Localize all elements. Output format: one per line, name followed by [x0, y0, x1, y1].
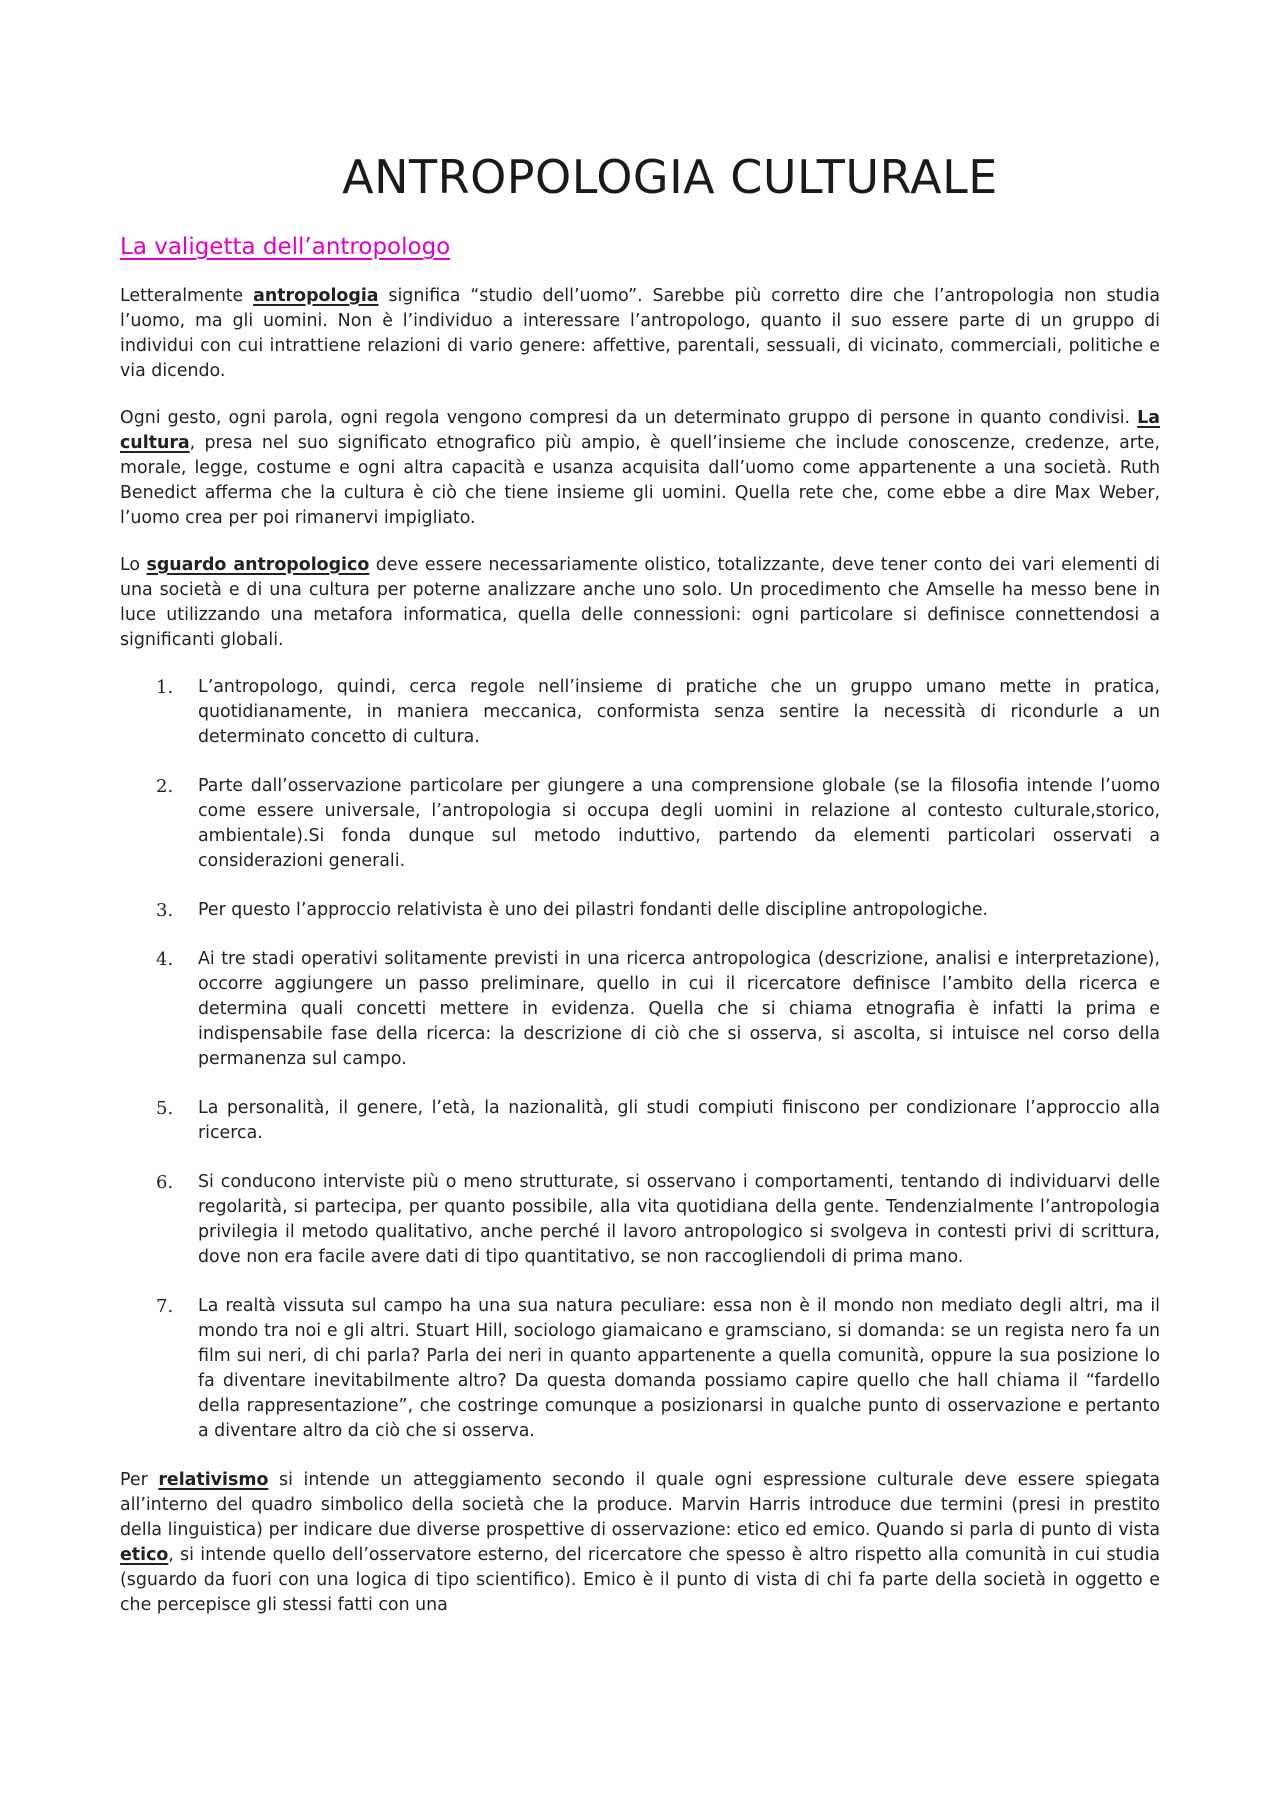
paragraph-cultura: Ogni gesto, ogni parola, ogni regola vengono compresi da un determinato gruppo di persone in quanto condivisi. La cultura, presa nel suo significato etnografico più ampio, è quell’insieme che include conoscenze, credenze, arte, morale, legge, costume e ogni altra capacità e usanza acquisita dall’uomo come appartenente a una società. Ruth Benedict afferma che la cultura è ciò che tiene insieme gli uomini. Quella rete che, come ebbe a dire Max Weber, l’uomo crea per poi rimanervi impigliato. [120, 408, 1160, 528]
section-title: La valigetta dell’antropologo [120, 234, 451, 260]
list-number: 1. [156, 677, 174, 698]
list-number: 2. [156, 776, 174, 797]
document-body [120, 284, 1160, 1640]
list-item-text: Si conducono interviste più o meno strutturate, si osservano i comportamenti, tentando di individuarvi delle regolarità, si partecipa, per quanto possibile, alla vita quotidiana della gente. Tendenzialmente l’antropologia privilegia il metodo qualitativo, anche perché il lavoro antropologico si svolgeva in contesti privi di scrittura, dove non era facile avere dati di tipo quantitativo, se non raccogliendoli di prima mano. [198, 1172, 1160, 1267]
keyword-sguardo-antropologico: sguardo antropologico [146, 555, 370, 575]
page-title: ANTROPOLOGIA CULTURALE [342, 150, 998, 204]
list-item-text: Ai tre stadi operativi solitamente previsti in una ricerca antropologica (descrizione, analisi e interpretazione), occorre aggiungere un passo preliminare, quello in cui il ricercatore definisce l’ambito della ricerca e determina quali concetti mettere in evidenza. Quella che si chiama etnografia è infatti la prima e indispensabile fase della ricerca: la descrizione di ciò che si osserva, si ascolta, si intuisce nel corso della permanenza sul campo. [198, 949, 1160, 1069]
list-item-text: Parte dall’osservazione particolare per giungere a una comprensione globale (se la filosofia intende l’uomo come essere universale, l’antropologia si occupa degli uomini in relazione al contesto culturale,storico, ambientale).Si fonda dunque sul metodo induttivo, partendo da elementi particolari osservati a considerazioni generali. [198, 776, 1160, 871]
keyword-antropologia: antropologia [253, 286, 379, 306]
list-item-text: Per questo l’approccio relativista è uno dei pilastri fondanti delle discipline antropologiche. [198, 900, 989, 920]
list-number: 7. [156, 1296, 174, 1317]
list-item-text: La realtà vissuta sul campo ha una sua natura peculiare: essa non è il mondo non mediato degli altri, ma il mondo tra noi e gli altri. Stuart Hill, sociologo giamaicano e gramsciano, si domanda: se un regista nero fa un film sui neri, di chi parla? Parla dei neri in quanto appartenente a quella comunità, oppure la sua posizione lo fa diventare inevitabilmente altro? Da questa domanda possiamo capire quello che hall chiama il “fardello della rappresentazione”, che costringe comunque a posizionarsi in qualche punto di osservazione e pertanto a diventare altro da ciò che si osserva. [198, 1296, 1160, 1441]
list-item [120, 1170, 1160, 1270]
list-item-text: La personalità, il genere, l’età, la nazionalità, gli studi compiuti finiscono per condizionare l’approccio alla ricerca. [198, 1098, 1160, 1143]
list-number: 6. [156, 1172, 174, 1193]
numbered-list [120, 675, 1160, 1444]
list-item [120, 898, 1160, 923]
keyword-relativismo: relativismo [158, 1470, 269, 1490]
keyword-cultura: La cultura [120, 408, 1160, 453]
list-number: 5. [156, 1098, 174, 1119]
list-item-text: L’antropologo, quindi, cerca regole nell’insieme di pratiche che un gruppo umano mette in pratica, quotidianamente, in maniera meccanica, conformista senza sentire la necessità di ricondurle a un determinato concetto di cultura. [198, 677, 1160, 747]
paragraph-antropologia: Letteralmente antropologia significa “studio dell’uomo”. Sarebbe più corretto dire che l’antropologia non studia l’uomo, ma gli uomini. Non è l’individuo a interessare l’antropologo, quanto il suo essere parte di un gruppo di individui con cui intrattiene relazioni di vario genere: affettive, parentali, sessuali, di vicinato, commerciali, politiche e via dicendo. [120, 286, 1160, 381]
list-item [120, 947, 1160, 1072]
paragraph-sguardo: Lo sguardo antropologico deve essere necessariamente olistico, totalizzante, deve tener conto dei vari elementi di una società e di una cultura per poterne analizzare anche uno solo. Un procedimento che Amselle ha messo bene in luce utilizzando una metafora informatica, quella delle connessioni: ogni particolare si definisce connettendosi a significanti globali. [120, 555, 1160, 650]
list-number: 4. [156, 949, 174, 970]
paragraph-relativismo: Per relativismo si intende un atteggiamento secondo il quale ogni espressione culturale deve essere spiegata all’interno del quadro simbolico della società che la produce. Marvin Harris introduce due termini (presi in prestito della linguistica) per indicare due diverse prospettive di osservazione: etico ed emico. Quando si parla di punto di vista etico, si intende quello dell’osservatore esterno, del ricercatore che spesso è altro rispetto alla comunità in cui studia (sguardo da fuori con una logica di tipo scientifico). Emico è il punto di vista di chi fa parte della società in oggetto e che percepisce gli stessi fatti con una [120, 1470, 1160, 1615]
list-item [120, 774, 1160, 874]
keyword-etico: etico [120, 1545, 169, 1565]
list-item [120, 675, 1160, 750]
list-number: 3. [156, 900, 174, 921]
list-item [120, 1294, 1160, 1444]
list-item [120, 1096, 1160, 1146]
